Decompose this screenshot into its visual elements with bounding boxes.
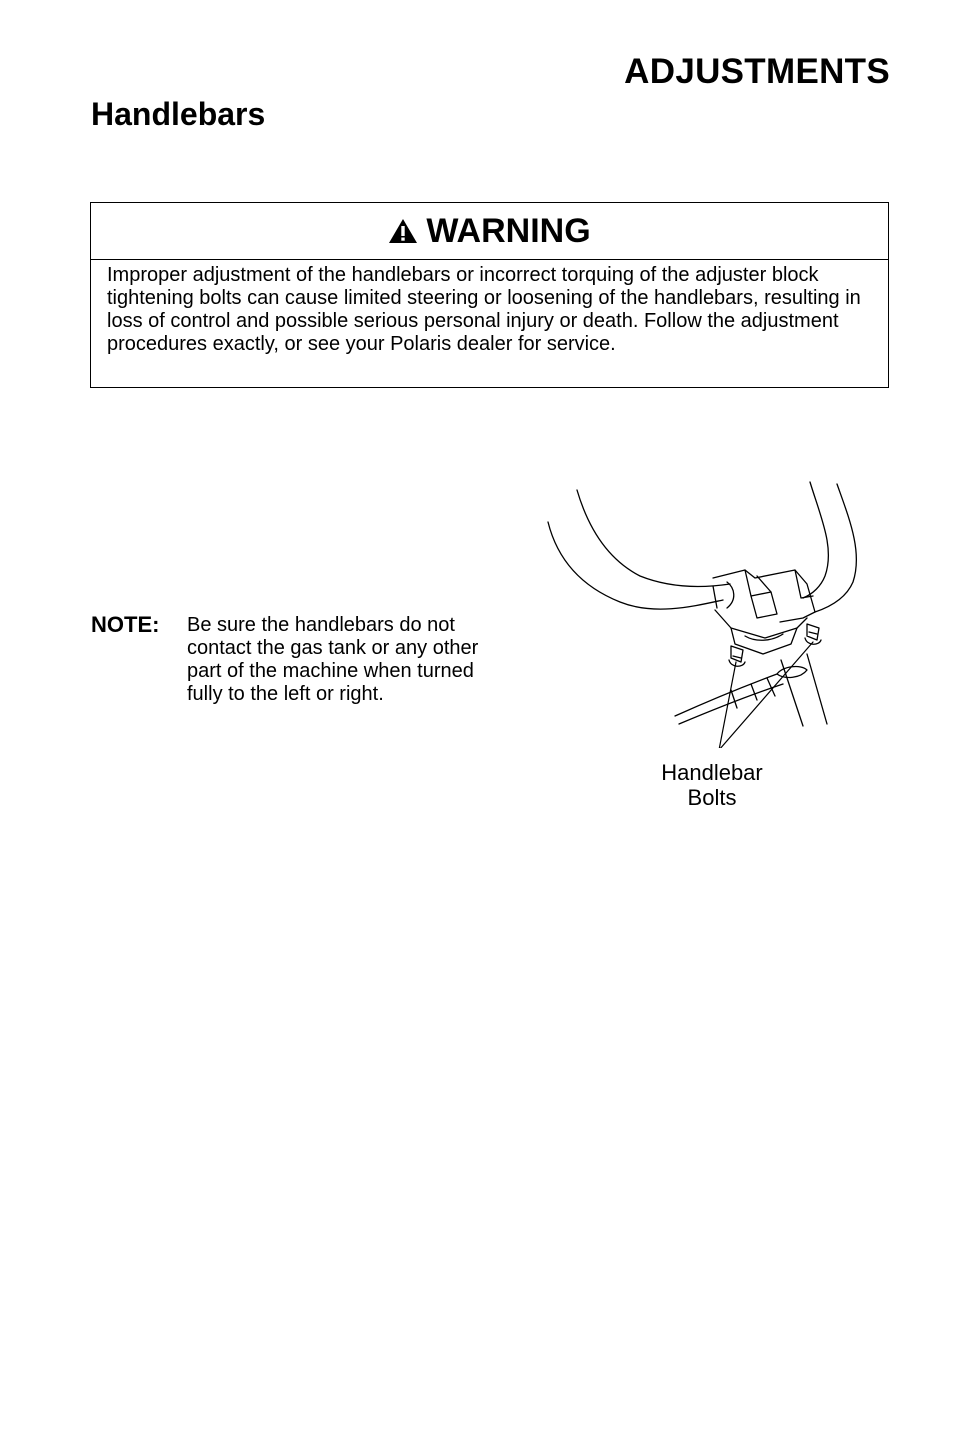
section-title: ADJUSTMENTS — [624, 52, 890, 91]
note-block — [91, 612, 511, 706]
warning-header — [91, 203, 888, 260]
figure-label — [632, 760, 792, 810]
figure-label-line1: Handlebar — [661, 760, 763, 785]
note-label: NOTE: — [91, 612, 160, 637]
warning-text: Improper adjustment of the handlebars or incorrect torquing of the adjuster block tightening bolts can cause limited steering or loosening of the handlebars, resulting in loss of control and possible serious personal injury or death. Follow the adjustment procedures exactly, or see your Polaris dealer for service. — [107, 264, 861, 355]
warning-triangle-icon — [388, 218, 418, 244]
page-heading: Handlebars — [91, 96, 266, 132]
warning-box — [90, 202, 889, 388]
warning-title: WARNING — [426, 211, 591, 250]
figure-label-line2: Bolts — [687, 785, 737, 810]
handlebar-clamp-illustration — [545, 478, 875, 748]
note-text: Be sure the handlebars do not contact the gas tank or any other part of the machine when turned fully to the left or right. — [187, 614, 479, 705]
